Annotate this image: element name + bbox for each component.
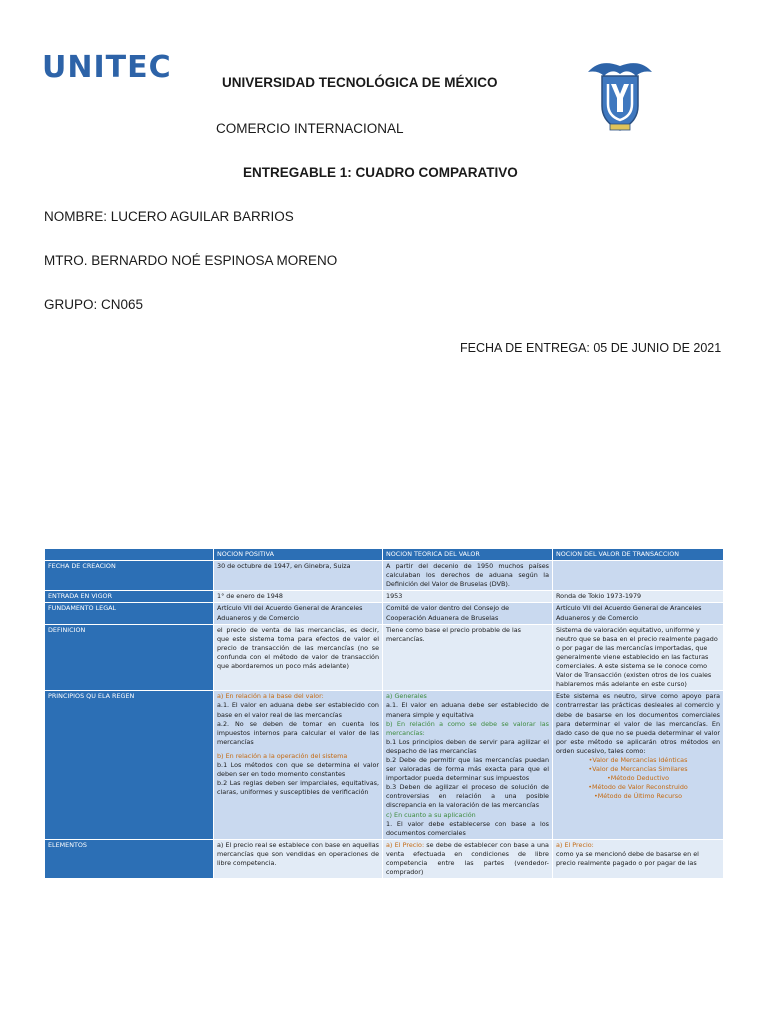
student-name: NOMBRE: LUCERO AGUILAR BARRIOS: [44, 209, 294, 224]
table-row: [45, 603, 724, 624]
subheading: a) En relación a la base del valor:: [217, 692, 324, 701]
paragraph: se debe de establecer con base a una venta efectuada en condiciones de libre competencia entre las partes (vendedor-comprador): [386, 840, 549, 877]
paragraph: b.3 Deben de agilizar el proceso de solución de controversias en relación a una posible discrepancia en la valoración de las mercancías: [386, 783, 549, 810]
paragraph: a.1. El valor en aduana debe ser establecido con base en el valor real de las mercancías: [217, 701, 379, 719]
table-cell: Artículo VII del Acuerdo General de Aranceles Aduaneros y de Comercio: [553, 603, 724, 624]
subheading: a) Generales: [386, 692, 427, 701]
row-label: ELEMENTOS: [45, 839, 214, 878]
table-row: [45, 561, 724, 591]
table-cell: el precio de venta de las mercancías, es decir, que este sistema toma para efectos de valor el precio de transacción de las mercancías (no se confunda con el método de valor de transacción que abordaremos un poco más adelante): [214, 624, 383, 691]
table-cell: [383, 839, 553, 878]
teacher-name: MTRO. BERNARDO NOÉ ESPINOSA MORENO: [44, 253, 338, 268]
row-label: PRINCIPIOS QU ELA REGEN: [45, 691, 214, 840]
program-name: COMERCIO INTERNACIONAL: [216, 121, 404, 136]
method-item: •Valor de Mercancías Similares: [588, 765, 688, 774]
table-header-cell: NOCION TEORICA DEL VALOR: [383, 549, 553, 561]
table-cell: Artículo VII del Acuerdo General de Aranceles Aduaneros y de Comercio: [214, 603, 383, 624]
paragraph: a.2. No se deben de tomar en cuenta los impuestos internos para calcular el valor de las mercancías: [217, 719, 379, 746]
table-cell: a) El precio real se establece con base en aquellas mercancías que son vendidas en operaciones de libre competencia.: [214, 839, 383, 878]
university-name: UNIVERSIDAD TECNOLÓGICA DE MÉXICO: [222, 75, 498, 90]
method-item: •Método de Último Recurso: [593, 792, 683, 801]
subheading: b) En relación a la operación del sistema: [217, 751, 348, 760]
table-cell: A partir del decenio de 1950 muchos países calculaban los derechos de aduana según la Definición del Valor de Bruselas (DVB).: [383, 561, 553, 591]
table-header-row: [45, 549, 724, 561]
table-cell: Tiene como base el precio probable de las mercancías.: [383, 624, 553, 691]
row-label: FUNDAMENTO LEGAL: [45, 603, 214, 624]
subheading: a) El Precio:: [556, 840, 594, 849]
paragraph: Este sistema es neutro, sirve como apoyo para contrarrestar las prácticas desleales al comercio y debe de basarse en los documentos comerciales para determinar el valor de las mercancías. En dado caso de que no se pueda determinar el valor por este método se aplicarán otros métodos en orden sucesivo, tales como:: [556, 692, 720, 755]
table-header-cell: NOCION DEL VALOR DE TRANSACCION: [553, 549, 724, 561]
paragraph: 1. El valor debe establecerse con base a los documentos comerciales: [386, 819, 549, 837]
paragraph: b.2 Debe de permitir que las mercancías puedan ser valoradas de forma más exacta para que el importador pueda determinar sus impuestos: [386, 755, 549, 783]
row-label: FECHA DE CREACION: [45, 561, 214, 591]
table-cell: [214, 691, 383, 840]
comparison-table: [44, 548, 724, 879]
table-cell: [553, 839, 724, 878]
table-cell: [553, 691, 724, 840]
row-label: DEFINICION: [45, 624, 214, 691]
paragraph: a.1. El valor en aduana debe ser establecido de manera simple y equitativa: [386, 701, 549, 719]
method-item: •Método Deductivo: [606, 774, 670, 783]
table-cell: Ronda de Tokio 1973-1979: [553, 591, 724, 603]
table-cell: 30 de octubre de 1947, en Ginebra, Suiza: [214, 561, 383, 591]
table-header-cell: NOCION POSITIVA: [214, 549, 383, 561]
table-cell: Comité de valor dentro del Consejo de Cooperación Aduanera de Bruselas: [383, 603, 553, 624]
unitec-logo: UNITEC: [42, 50, 172, 85]
table-cell: [383, 691, 553, 840]
table-cell: [553, 561, 724, 591]
university-seal-icon: [580, 54, 660, 134]
due-date: FECHA DE ENTREGA: 05 DE JUNIO DE 2021: [460, 341, 722, 355]
table-cell: 1953: [383, 591, 553, 603]
subheading: a) El Precio:: [386, 840, 425, 849]
table-row: [45, 839, 724, 878]
paragraph: b.1 Los métodos con que se determina el valor deben ser en todo momento constantes: [217, 760, 379, 779]
table-cell: 1° de enero de 1948: [214, 591, 383, 603]
paragraph: b.2 Las reglas deben ser imparciales, equitativas, claras, uniformes y susceptibles de verificación: [217, 779, 379, 797]
row-label: ENTRADA EN VIGOR: [45, 591, 214, 603]
method-item: •Método de Valor Reconstruido: [588, 783, 688, 792]
group-code: GRUPO: CN065: [44, 297, 144, 312]
table-row: [45, 691, 724, 840]
deliverable-title: ENTREGABLE 1: CUADRO COMPARATIVO: [243, 165, 518, 180]
method-item: •Valor de Mercancías Idénticas: [588, 755, 688, 764]
table-header-cell: [45, 549, 214, 561]
paragraph: b.1 Los principios deben de servir para agilizar el despacho de las mercancías: [386, 737, 549, 755]
subheading: b) En relación a como se debe se valorar las mercancías:: [386, 719, 549, 737]
subheading: c) En cuanto a su aplicación: [386, 810, 476, 819]
table-cell: Sistema de valoración equitativo, uniforme y neutro que se basa en el precio realmente pagado o por pagar de las mercancías importadas, que generalmente viene establecido en las facturas comerciales. A este sistema se le conoce como Valor de Transacción (existen otros de los cuales hablaremos más adelante en este curso): [553, 624, 724, 691]
paragraph: como ya se mencionó debe de basarse en el precio realmente pagado o por pagar de las: [556, 849, 699, 867]
table-row: [45, 624, 724, 691]
table-row: [45, 591, 724, 603]
